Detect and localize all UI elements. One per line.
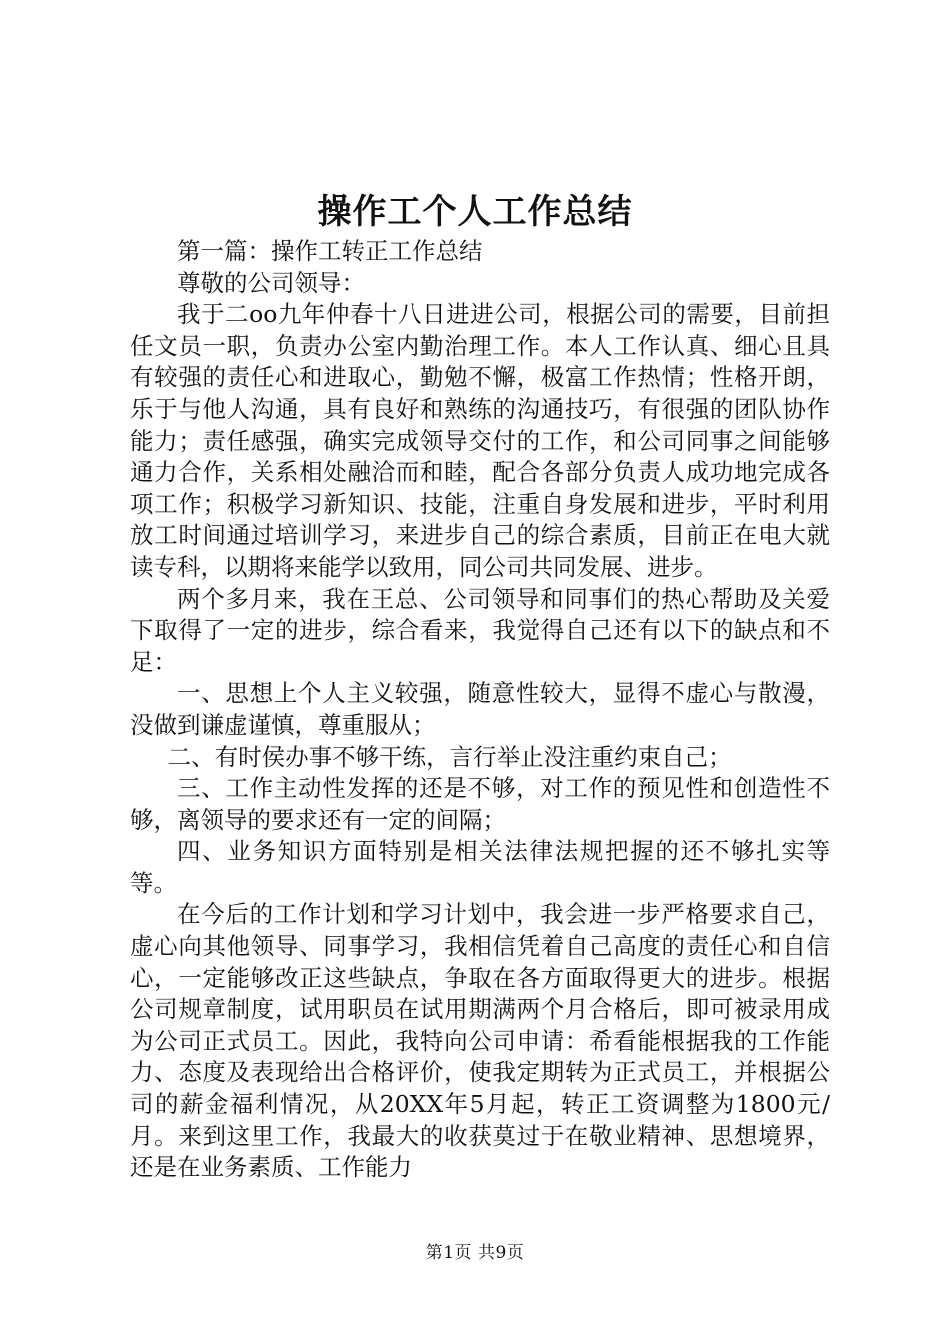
page-number-footer: 第1页 共9页 — [425, 1243, 525, 1263]
list-item: 一、思想上个人主义较强，随意性较大，显得不虚心与散漫，没做到谦虚谨慎，尊重服从； — [130, 679, 830, 739]
list-item: 二、有时侯办事不够干练，言行举止没注重约束自己； — [167, 742, 732, 771]
paragraph: 两个多月来，我在王总、公司领导和同事们的热心帮助及关爱下取得了一定的进步，综合看来，我觉得自己还有以下的缺点和不足： — [130, 584, 830, 676]
salutation: 尊敬的公司领导： — [177, 268, 365, 297]
document-title: 操作工个人工作总结 — [317, 192, 633, 232]
paragraph: 我于二oo九年仲春十八日进进公司，根据公司的需要，目前担任文员一职，负责办公室内勤治理工作。本人工作认真、细心且具有较强的责任心和进取心，勤勉不懈，极富工作热情；性格开朗，乐于与他人沟通，具有良好和熟练的沟通技巧，有很强的团队协作能力；责任感强，确实完成领导交付的工作，和公司同事之间能够通力合作，关系相处融洽而和睦，配合各部分负责人成功地完成各项工作；积极学习新知识、技能，注重自身发展和进步，平时利用放工时间通过培训学习，来进步自己的综合素质，目前正在电大就读专科，以期将来能学以致用，同公司共同发展、进步。 — [130, 300, 830, 581]
section-heading: 第一篇：操作工转正工作总结 — [177, 237, 483, 265]
document-body — [130, 236, 830, 1184]
list-item: 三、工作主动性发挥的还是不够，对工作的预见性和创造性不够，离领导的要求还有一定的间隔； — [130, 774, 830, 834]
paragraph: 在今后的工作计划和学习计划中，我会进一步严格要求自己，虚心向其他领导、同事学习，我相信凭着自己高度的责任心和自信心，一定能够改正这些缺点，争取在各方面取得更大的进步。根据公司规章制度，试用职员在试用期满两个月合格后，即可被录用成为公司正式员工。因此，我特向公司申请：希看能根据我的工作能力、态度及表现给出合格评价，使我定期转为正式员工，并根据公司的薪金福利情况，从20XX年5月起，转正工资调整为1800元/月。来到这里工作，我最大的收获莫过于在敬业精神、思想境界，还是在业务素质、工作能力 — [130, 900, 830, 1182]
list-item: 四、业务知识方面特别是相关法律法规把握的还不够扎实等等。 — [130, 837, 830, 897]
